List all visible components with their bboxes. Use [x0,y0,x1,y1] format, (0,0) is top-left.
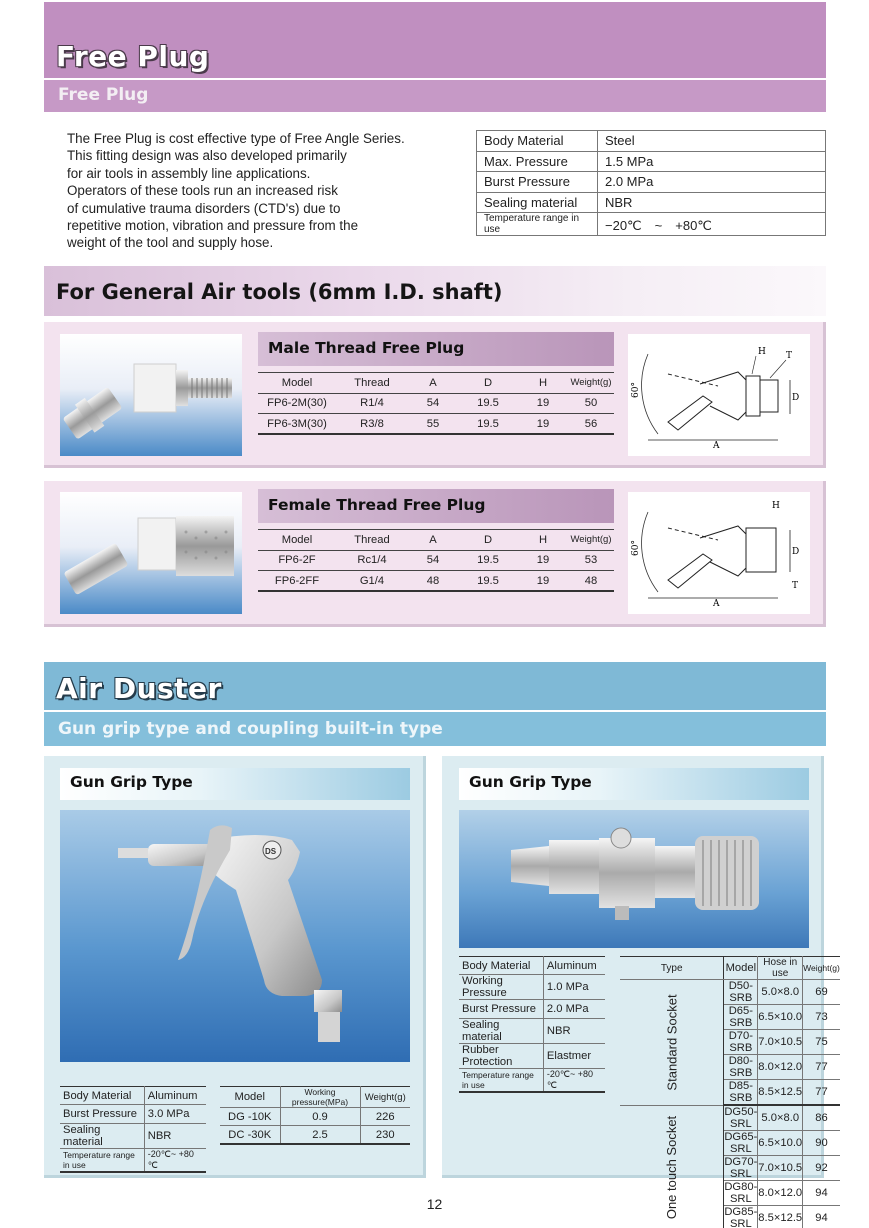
intro-line: weight of the tool and supply hose. [67,235,274,251]
cell: 226 [360,1108,410,1126]
spec-value: 2.0 MPa [543,1000,605,1018]
table-row [258,571,614,592]
spec-row [459,1000,605,1018]
table-header-row [220,1087,410,1108]
cell: 55 [408,414,458,435]
free-plug-title-banner [44,2,826,78]
spec-row [60,1087,206,1105]
dim-t-label: T [786,351,793,361]
dim-d-label: D [792,547,800,557]
spec-label: Temperature range in use [459,1068,543,1092]
intro-line: This fitting design was also developed primarily [67,148,347,164]
col-weight: Weight(g) [568,373,614,394]
col-thread: Thread [336,373,408,394]
female-thread-title: Female Thread Free Plug [268,496,486,514]
angle-label: 60° [631,540,641,556]
col-h: H [518,530,568,551]
cell: 5.0×8.0 [758,1105,803,1131]
cell: 8.5×12.5 [758,1080,803,1106]
cell: 7.0×10.5 [758,1030,803,1055]
free-plug-spec-table [476,130,826,236]
cell: 75 [803,1030,840,1055]
table-row [220,1126,410,1144]
female-dimension-drawing [628,492,810,614]
spec-value: 1.0 MPa [543,975,605,1000]
male-thread-title-bar [258,332,614,366]
gun-grip-right-spec-table [459,956,605,1093]
air-duster-subtitle-banner [44,712,826,746]
col-working-pressure: Working pressure(MPa) [280,1087,360,1108]
spec-row [477,131,826,152]
spec-value: Elastmer [543,1043,605,1068]
cell: 86 [803,1105,840,1131]
spec-row [459,1068,605,1092]
cell: 6.5×10.0 [758,1131,803,1156]
cell: 5.0×8.0 [758,980,803,1005]
free-plug-title: Free Plug [56,40,210,73]
cell: 19 [518,414,568,435]
dim-h-label: H [772,501,780,511]
cell: 69 [803,980,840,1005]
cell: FP6-3M(30) [258,414,336,435]
spec-value: 3.0 MPa [144,1105,206,1123]
table-header-row [620,957,840,980]
male-plug-photo [60,334,242,456]
col-type: Type [620,957,724,980]
spec-label: Body Material [459,957,543,975]
col-a: A [408,530,458,551]
cell: 19 [518,550,568,571]
cell: 54 [408,393,458,414]
spec-value: 1.5 MPa [598,151,826,172]
air-duster-subtitle: Gun grip type and coupling built-in type [58,719,443,739]
col-d: D [458,530,518,551]
cell: 7.0×10.5 [758,1156,803,1181]
cell: 6.5×10.0 [758,1005,803,1030]
spec-row [459,975,605,1000]
air-gun-image [60,810,410,1062]
spec-label: Body Material [60,1087,144,1105]
spec-row [60,1148,206,1172]
col-h: H [518,373,568,394]
col-weight: Weight(g) [803,957,840,980]
cell: 2.5 [280,1126,360,1144]
cell: Rc1/4 [336,550,408,571]
cell: 19.5 [458,571,518,592]
spec-label: Sealing material [60,1123,144,1148]
col-thread: Thread [336,530,408,551]
cell: 53 [568,550,614,571]
cell: FP6-2FF [258,571,336,592]
spec-label: Sealing material [477,192,598,213]
cell: 77 [803,1080,840,1106]
gun-grip-right-title-bar [459,768,809,800]
col-model: Model [258,373,336,394]
spec-row [60,1123,206,1148]
dim-t-label: T [792,581,799,591]
male-plug-drawing [628,334,810,456]
cell: 50 [568,393,614,414]
intro-line: Operators of these tools run an increased risk [67,183,338,199]
gun-grip-right-title: Gun Grip Type [469,773,592,791]
table-row [258,550,614,571]
cell: 19.5 [458,550,518,571]
col-d: D [458,373,518,394]
cell: 19.5 [458,393,518,414]
cell: FP6-2M(30) [258,393,336,414]
spec-value: Aluminum [144,1087,206,1105]
cell: 8.0×12.0 [758,1055,803,1080]
spec-label: Burst Pressure [459,1000,543,1018]
spec-value: Steel [598,131,826,152]
table-header-row [258,373,614,394]
table-header-row [258,530,614,551]
cell: G1/4 [336,571,408,592]
air-duster-title-banner [44,662,826,710]
cell: DG50-SRL [724,1106,758,1130]
socket-model-table [620,956,840,1228]
cell: DG -10K [220,1108,280,1126]
male-dimension-drawing [628,334,810,456]
spec-label: Max. Pressure [477,151,598,172]
cell: R3/8 [336,414,408,435]
page-number: 12 [426,1196,443,1212]
spec-row [477,172,826,193]
dim-a-label: A [713,441,720,451]
spec-row [477,213,826,236]
angle-label: 60° [631,382,641,398]
free-plug-intro [67,130,447,252]
spec-label: Burst Pressure [60,1105,144,1123]
table-row [258,414,614,435]
cell: R1/4 [336,393,408,414]
female-thread-title-bar [258,489,614,523]
table-row [258,393,614,414]
cell: 54 [408,550,458,571]
cell: 48 [568,571,614,592]
spec-row [459,1018,605,1043]
spec-row [459,957,605,975]
col-weight: Weight(g) [360,1087,410,1108]
spec-row [459,1043,605,1068]
cell: D85-SRB [724,1080,758,1106]
cell: 73 [803,1005,840,1030]
gun-grip-left-spec-table [60,1086,206,1173]
cell: DG85-SRL [724,1206,758,1228]
col-model: Model [724,957,758,980]
spec-value: -20℃~ +80 ℃ [144,1148,206,1172]
cell: 19 [518,571,568,592]
spec-label: Temperature range in use [60,1148,144,1172]
cell: 92 [803,1156,840,1181]
spec-label: Rubber Protection [459,1043,543,1068]
cell: 8.5×12.5 [758,1206,803,1228]
coupling-image [459,810,809,948]
gun-grip-left-title: Gun Grip Type [70,773,193,791]
cell: 19.5 [458,414,518,435]
spec-value: Aluminum [543,957,605,975]
gun-grip-left-title-bar [60,768,410,800]
spec-row [477,151,826,172]
cell: 56 [568,414,614,435]
col-a: A [408,373,458,394]
cell: DG65-SRL [724,1131,758,1155]
cell: 48 [408,571,458,592]
cell: D50-SRB [724,980,758,1005]
cell: FP6-2F [258,550,336,571]
dim-d-label: D [792,393,800,403]
table-row [220,1108,410,1126]
cell: 230 [360,1126,410,1144]
cell: D65-SRB [724,1005,758,1030]
cell: 94 [803,1206,840,1228]
spec-value: NBR [598,192,826,213]
standard-socket-label-cell [620,980,724,1106]
col-model: Model [258,530,336,551]
spec-row [477,192,826,213]
spec-label: Body Material [477,131,598,152]
spec-value: NBR [144,1123,206,1148]
free-plug-subtitle: Free Plug [58,85,149,105]
coupling-photo [459,810,809,948]
cell: 90 [803,1131,840,1156]
air-duster-title: Air Duster [56,672,222,705]
intro-line: for air tools in assembly line applications. [67,165,311,181]
spec-label: Burst Pressure [477,172,598,193]
cell: 19 [518,393,568,414]
dim-a-label: A [713,599,720,609]
gun-grip-left-model-table [220,1086,410,1145]
spec-value: -20℃~ +80 ℃ [543,1068,605,1092]
cell: D70-SRB [724,1030,758,1055]
spec-label: Sealing material [459,1018,543,1043]
spec-value: 2.0 MPa [598,172,826,193]
one-touch-socket-label: One touch Socket [664,1116,680,1220]
dim-h-label: H [758,347,766,357]
female-plug-image [60,492,242,614]
general-air-tools-banner [44,266,826,316]
cell: DG80-SRL [724,1181,758,1205]
cell: DC -30K [220,1126,280,1144]
col-weight: Weight(g) [568,530,614,551]
col-hose: Hose in use [758,957,803,980]
male-plug-image [60,334,242,456]
cell: D80-SRB [724,1055,758,1080]
spec-value: NBR [543,1018,605,1043]
table-row [620,980,840,1005]
female-thread-table [258,529,614,592]
spec-row [60,1105,206,1123]
cell: DG70-SRL [724,1156,758,1180]
cell: 77 [803,1055,840,1080]
intro-line: of cumulative trauma disorders (CTD's) due to [67,200,341,216]
general-air-tools-heading: For General Air tools (6mm I.D. shaft) [56,280,503,304]
col-model: Model [220,1087,280,1108]
spec-value: −20℃ ~ +80℃ [598,213,826,236]
standard-socket-label: Standard Socket [664,994,680,1091]
female-plug-drawing [628,492,810,614]
spec-label: Working Pressure [459,975,543,1000]
table-row [620,1105,840,1131]
male-thread-title: Male Thread Free Plug [268,339,465,357]
intro-line: The Free Plug is cost effective type of Free Angle Series. [67,131,405,146]
cell: 94 [803,1181,840,1206]
intro-line: repetitive motion, vibration and pressure from the [67,218,359,234]
male-thread-table [258,372,614,435]
spec-label: Temperature range in use [477,213,598,236]
female-plug-photo [60,492,242,614]
cell: 0.9 [280,1108,360,1126]
gun-grip-photo-left [60,810,410,1062]
free-plug-subtitle-banner [44,80,826,112]
cell: 8.0×12.0 [758,1181,803,1206]
gun-logo-text: DS [265,847,277,856]
